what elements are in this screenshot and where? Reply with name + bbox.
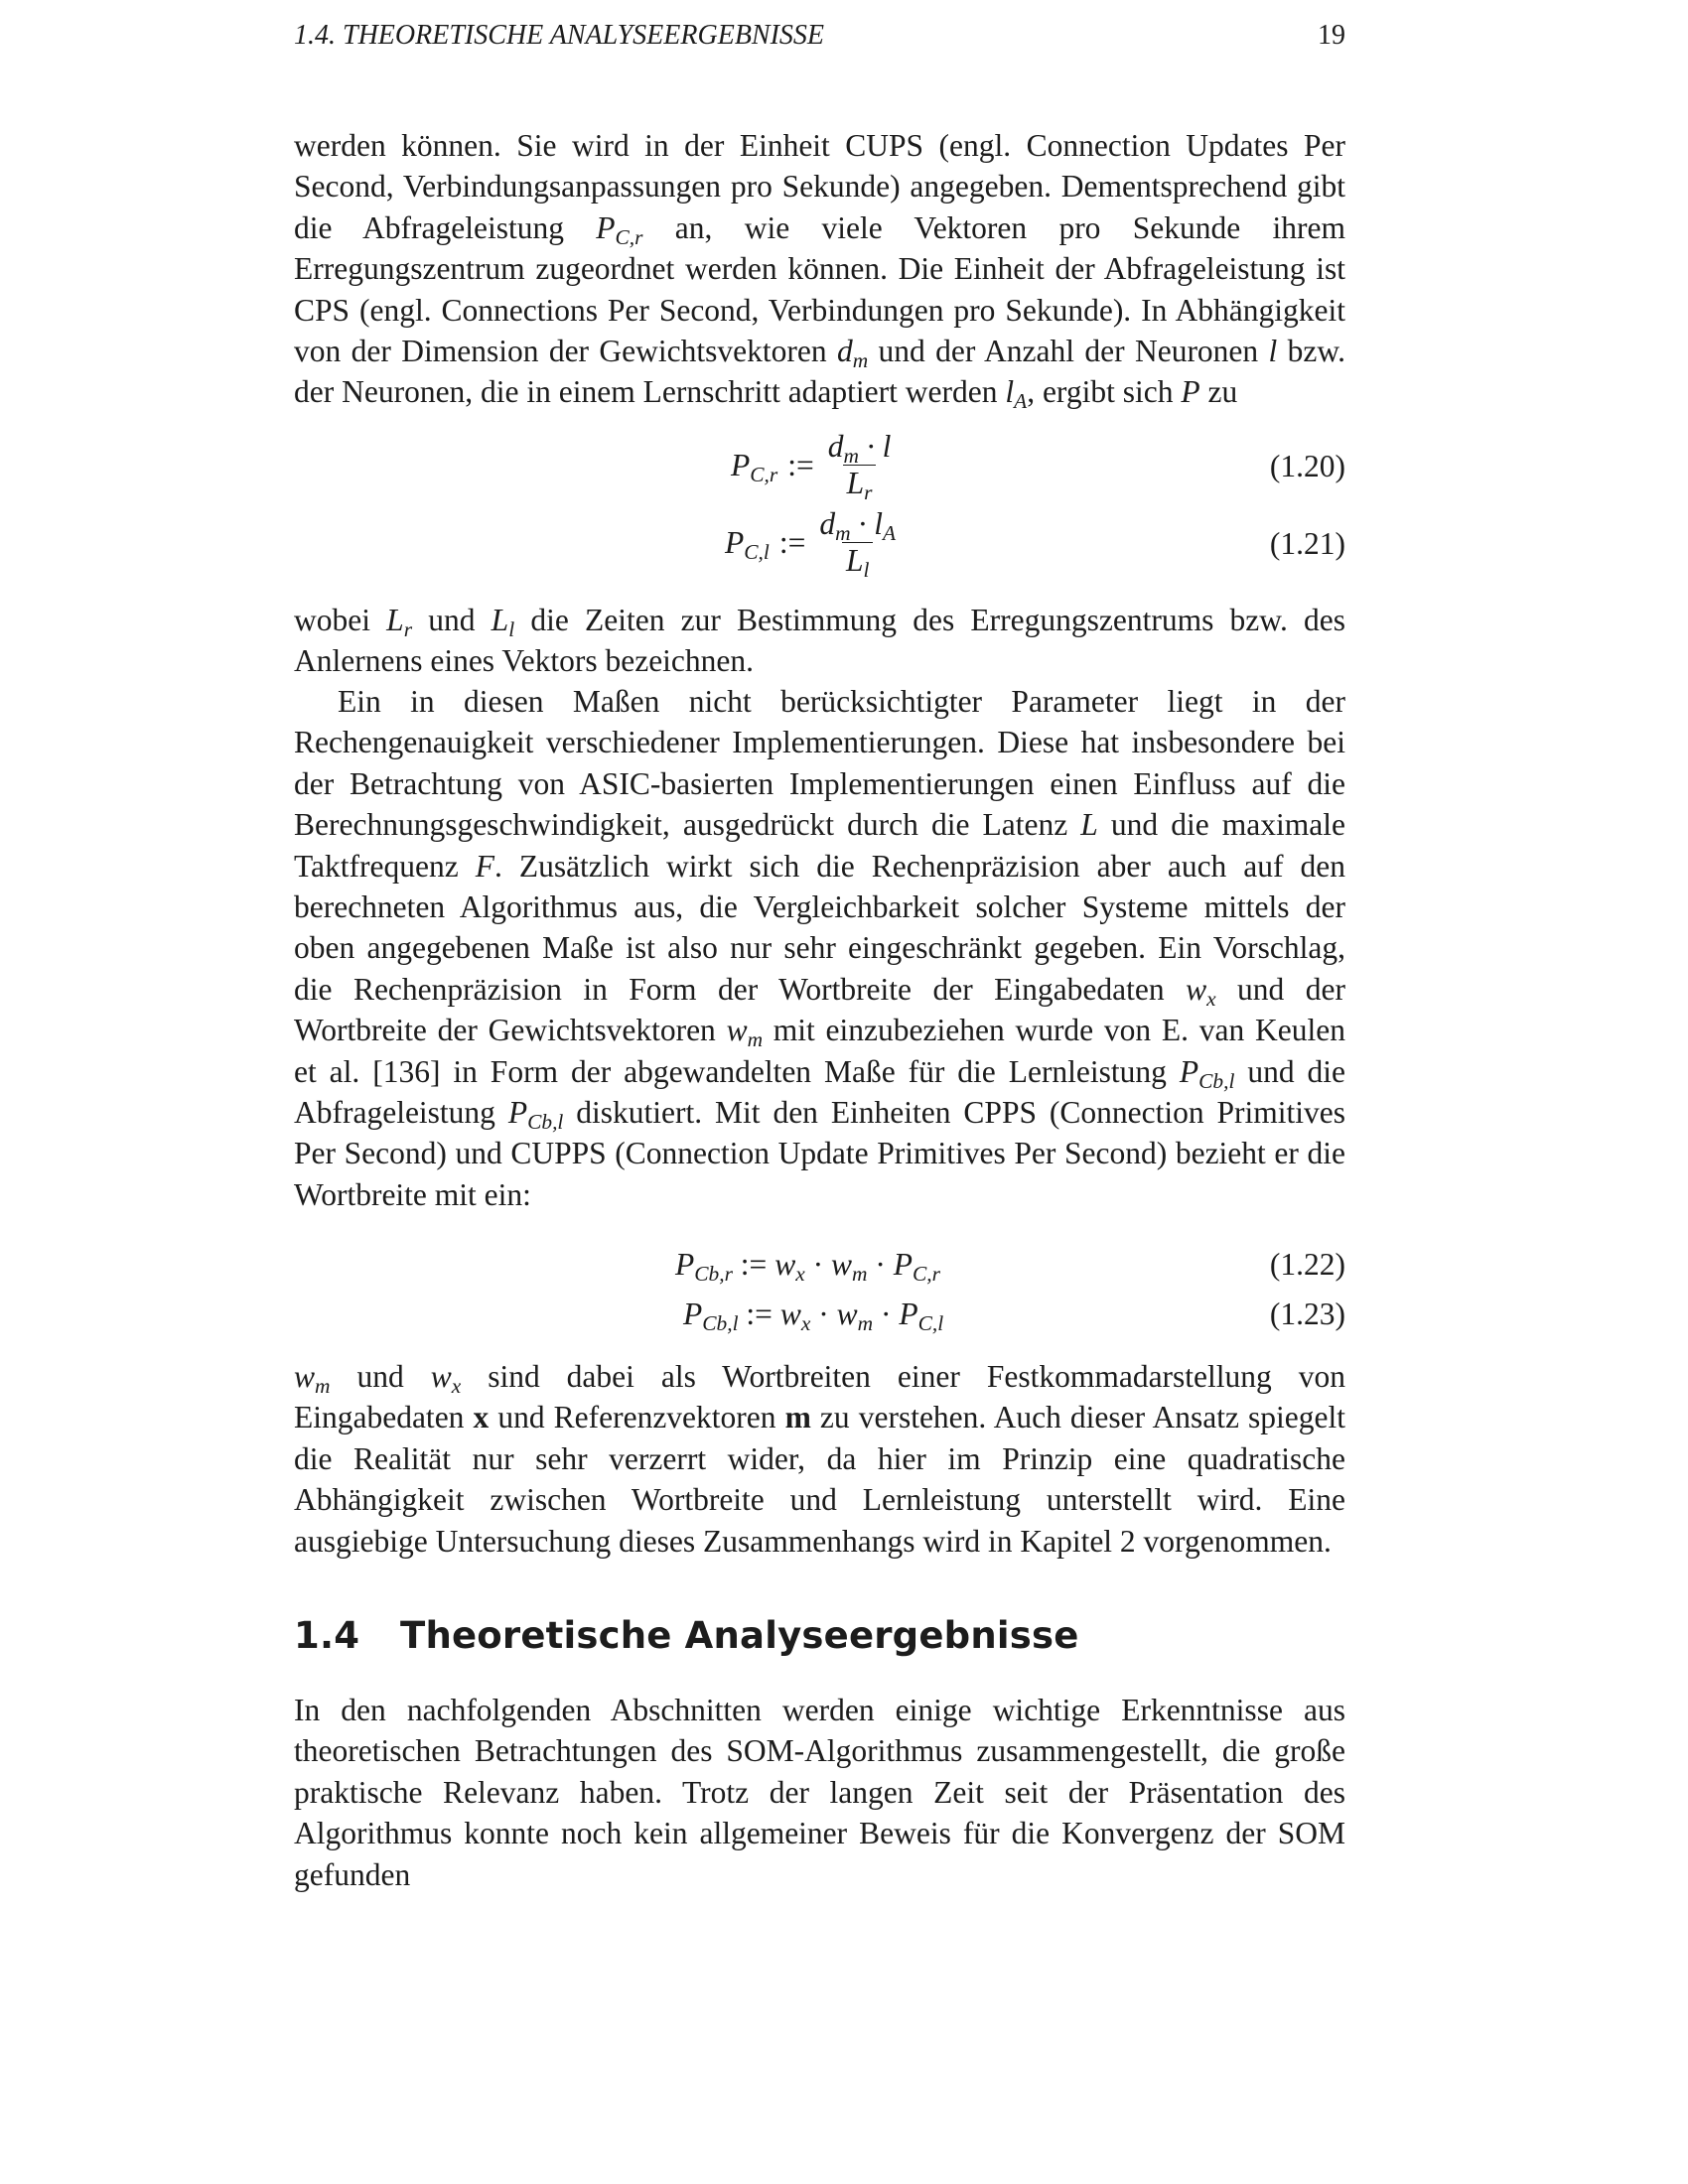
- text-run: an, wie viele Vektoren pro Sekunde ihrem Erregungszentrum zugeordnet werden können. Die Einheit der Abfrageleistung ist CPS (engl. Connections Per Second, Verbindungen pro Sekunde). In Abhängigkeit von der Dimension der Gewichtsvektoren: [294, 209, 1345, 369]
- equation-number: (1.22): [1269, 1247, 1345, 1282]
- eq-lhs: $P_{C,r}$: [731, 447, 778, 486]
- text-run: . Zusätzlich wirkt sich die Rechenpräzision aber auch auf den berechneten Algorithmus aus, die Vergleichbarkeit solcher Systeme mittels der oben angegebenen Maße ist also nur sehr eingeschränkt gegeben. Ein Vorschlag, die Rechenpräzision in Form der Wortbreite der Eingabedaten: [294, 848, 1345, 1007]
- paragraph-4: [294, 1356, 1345, 1562]
- equation-number: (1.20): [1269, 449, 1345, 483]
- text-run: Ein in diesen Maßen nicht berücksichtigter Parameter liegt in der Rechengenauigkeit verschiedener Implementierungen. Diese hat insbesondere bei der Betrachtung von ASIC-basierten Implementierungen einen Einfluss auf die Berechnungsgeschwindigkeit, ausgedrückt durch die Latenz: [294, 684, 1345, 843]
- text-run: und der Wortbreite der Gewichtsvektoren: [294, 971, 1345, 1048]
- bold-vector: x: [473, 1400, 490, 1435]
- bold-vector: m: [784, 1400, 811, 1435]
- math-symbol: L: [1080, 807, 1098, 843]
- eq-operator: :=: [778, 524, 806, 560]
- eq-body: $P_{Cb,r}$ := $w_x \cdot w_m \cdot P_{C,r}$: [675, 1247, 940, 1286]
- equation-1-23: [294, 1293, 1345, 1336]
- math-symbol: P: [1181, 374, 1200, 410]
- eq-fraction: $\frac{d_m \cdot l_A}{L_l}$: [819, 506, 897, 582]
- text-run: und: [330, 1359, 431, 1394]
- text-run: diskutiert. Mit den Einheiten CPPS (Connection Primitives Per Second) und CUPPS (Connection Update Primitives Per Second) bezieht er die Wortbreite mit ein:: [294, 1095, 1346, 1212]
- equation-number: (1.21): [1269, 526, 1345, 561]
- paragraph-3: [294, 681, 1345, 1215]
- text-run: , ergibt sich: [1027, 374, 1182, 410]
- text-run: sind dabei als Wortbreiten einer Festkommadarstellung von Eingabedaten: [294, 1359, 1346, 1435]
- text-run: In den nachfolgenden Abschnitten werden einige wichtige Erkenntnisse aus theoretischen Betrachtungen des SOM-Algorithmus zusammengestellt, die große praktische Relevanz haben. Trotz der langen Zeit seit der Präsentation des Algorithmus konnte noch kein allgemeiner Beweis für die Konvergenz der SOM gefunden: [294, 1693, 1345, 1892]
- paragraph-1: [294, 125, 1345, 413]
- text-run: wobei: [294, 603, 387, 637]
- running-header: [294, 16, 1345, 56]
- text-run: und die maximale Taktfrequenz: [294, 807, 1345, 884]
- math-symbol: $l_A$: [1005, 374, 1028, 414]
- section-title: Theoretische Analyseergebnisse: [400, 1614, 1079, 1657]
- equation-1-22: [294, 1243, 1345, 1287]
- math-symbol: $w_m$: [726, 1013, 764, 1052]
- text-run: und: [412, 603, 492, 637]
- text-run: werden können. Sie wird in der Einheit CUPS (engl. Connection Updates Per Second, Verbindungsanpassungen pro Sekunde) angegeben. Dementsprechend gibt die Abfrageleistung: [294, 128, 1345, 245]
- math-symbol: $L_l$: [491, 603, 515, 641]
- paragraph-5: [294, 1690, 1345, 1895]
- math-symbol: $P_{C,r}$: [596, 209, 643, 249]
- running-title: 1.4. THEORETISCHE ANALYSEERGEBNISSE: [294, 20, 825, 51]
- equation-1-20: [294, 429, 1345, 508]
- paragraph-2: [294, 600, 1345, 682]
- section-heading: [294, 1606, 1079, 1666]
- eq-lhs: $P_{C,l}$: [725, 524, 770, 564]
- text-run: und der Anzahl der Neuronen: [868, 334, 1269, 369]
- math-symbol: F: [475, 848, 494, 884]
- text-run: und die Abfrageleistung: [294, 1053, 1346, 1131]
- equation-1-21: [294, 506, 1345, 586]
- math-symbol: $w_x$: [1186, 971, 1216, 1011]
- math-symbol: $P_{Cb,l}$: [507, 1095, 564, 1135]
- text-run: bzw. der Neuronen, die in einem Lernschritt adaptiert werden: [294, 334, 1345, 410]
- page-number: 19: [1318, 20, 1345, 51]
- text-run: die Zeiten zur Bestimmung des Erregungszentrums bzw. des Anlernens eines Vektors bezeichnen.: [294, 603, 1346, 679]
- eq-body: $P_{Cb,l}$ := $w_x \cdot w_m \cdot P_{C,l}$: [683, 1297, 944, 1335]
- math-symbol: $L_r$: [386, 603, 413, 641]
- math-symbol: l: [1268, 334, 1278, 369]
- math-symbol: $d_m$: [836, 334, 869, 373]
- equation-number: (1.23): [1269, 1297, 1345, 1331]
- math-symbol: $w_m$: [294, 1359, 331, 1398]
- text-run: mit einzubeziehen wurde von E. van Keulen et al. [136] in Form der abgewandelten Maße für die Lernleistung: [294, 1013, 1345, 1089]
- text-run: und Referenzvektoren: [489, 1400, 785, 1435]
- math-symbol: $w_x$: [430, 1359, 462, 1398]
- text-run: zu: [1199, 374, 1238, 410]
- eq-operator: :=: [787, 447, 814, 482]
- text-run: zu verstehen. Auch dieser Ansatz spiegelt die Realität nur sehr verzerrt wider, da hier im Prinzip eine quadratische Abhängigkeit zwischen Wortbreite und Lernleistung unterstellt wird. Eine ausgiebige Untersuchung dieses Zusammenhangs wird in Kapitel 2 vorgenommen.: [294, 1400, 1345, 1559]
- section-number: 1.4: [294, 1614, 360, 1657]
- math-symbol: $P_{Cb,l}$: [1179, 1053, 1235, 1093]
- eq-fraction: $\frac{d_m \cdot l}{L_r}$: [827, 429, 892, 504]
